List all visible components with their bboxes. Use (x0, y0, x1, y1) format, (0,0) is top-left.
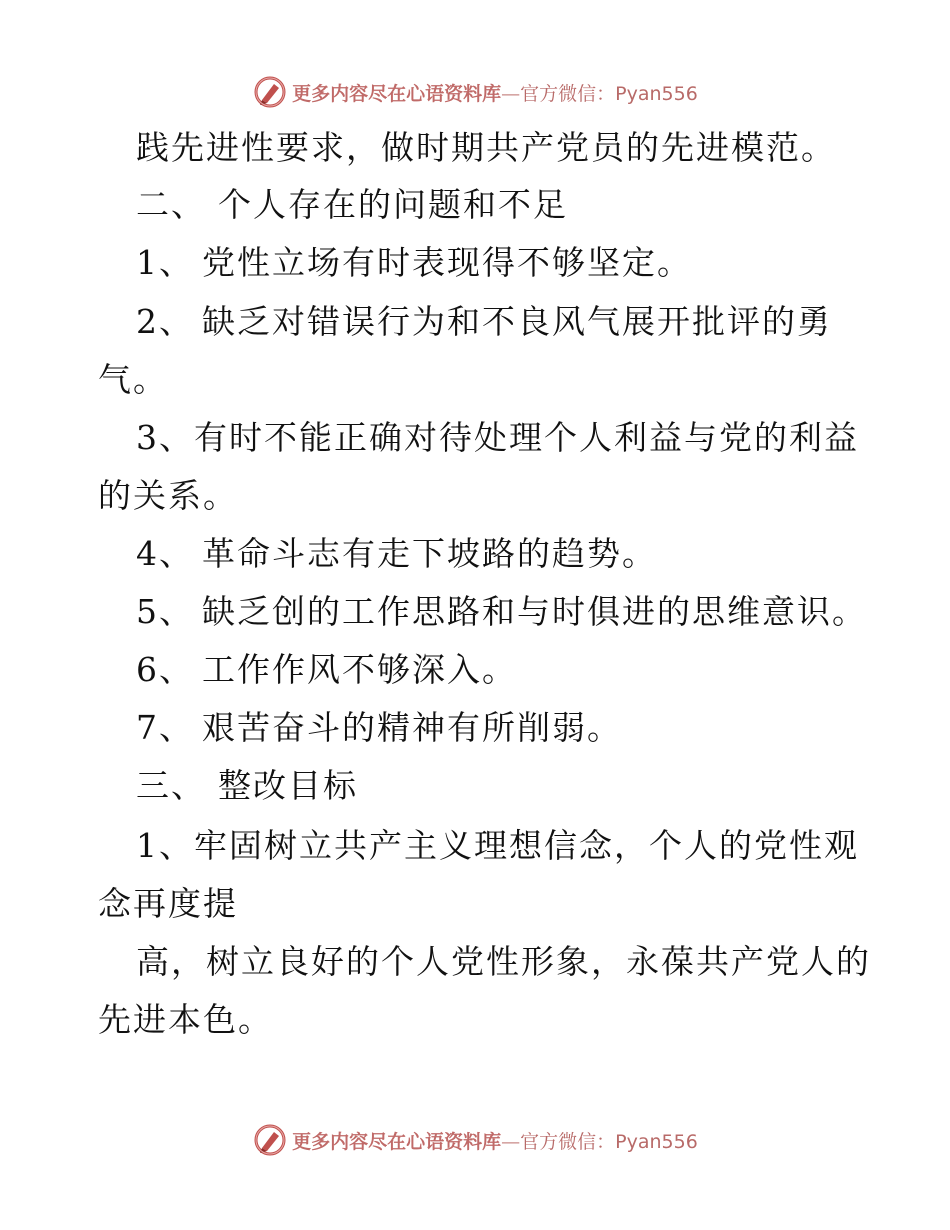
list-item: 5、 缺乏创的工作思路和与时俱进的思维意识。 (136, 592, 867, 631)
list-item: 2、 缺乏对错误行为和不良风气展开批评的勇 (136, 302, 832, 341)
list-item: 1、 党性立场有时表现得不够坚定。 (136, 243, 692, 282)
paragraph-line: 先进本色。 (98, 1000, 273, 1039)
section-heading-goals: 三、 整改目标 (136, 766, 358, 805)
watermark-dash: — (501, 1130, 521, 1153)
watermark-site: 更多内容尽在心语资料库 (292, 82, 502, 105)
watermark-site: 更多内容尽在心语资料库 (292, 1130, 502, 1153)
paragraph-line: 念再度提 (98, 884, 238, 923)
footer-watermark (0, 1120, 950, 1160)
pen-logo-icon (252, 1122, 288, 1158)
watermark-text (292, 1127, 698, 1154)
list-item: 1、牢固树立共产主义理想信念，个人的党性观 (136, 826, 859, 865)
paragraph-line: 践先进性要求，做时期共产党员的先进模范。 (136, 128, 836, 167)
list-item: 7、 艰苦奋斗的精神有所削弱。 (136, 708, 622, 747)
list-item: 4、 革命斗志有走下坡路的趋势。 (136, 534, 657, 573)
watermark-wechat: 官方微信：Pyan556 (520, 1130, 698, 1153)
list-item: 3、有时不能正确对待处理个人利益与党的利益 (136, 418, 859, 457)
list-item: 6、 工作作风不够深入。 (136, 650, 517, 689)
paragraph-line: 高，树立良好的个人党性形象，永葆共产党人的 (136, 942, 871, 981)
paragraph-line: 的关系。 (98, 476, 238, 515)
section-heading-problems: 二、 个人存在的问题和不足 (136, 185, 568, 224)
paragraph-line: 气。 (98, 360, 168, 399)
watermark-wechat: 官方微信：Pyan556 (520, 82, 698, 105)
watermark-dash: — (501, 82, 521, 105)
